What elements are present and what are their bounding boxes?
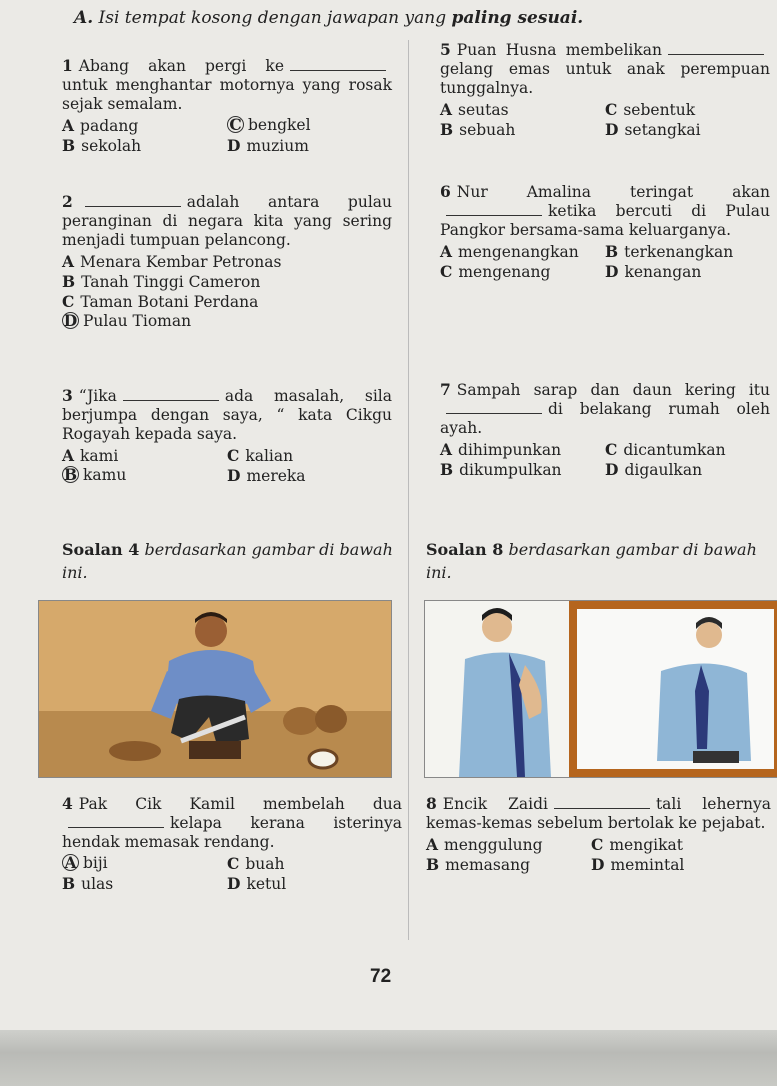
intro-8-text: berdasarkan gambar di bawah ini. xyxy=(426,540,757,582)
question-text xyxy=(426,794,771,833)
option-letter: C xyxy=(591,835,604,854)
option-a[interactable] xyxy=(440,440,605,460)
question-2 xyxy=(62,192,392,331)
option-d[interactable] xyxy=(605,262,770,282)
option-c[interactable] xyxy=(62,292,392,312)
option-letter: B xyxy=(63,465,78,484)
option-letter: A xyxy=(426,835,439,854)
question-5 xyxy=(440,40,770,140)
option-letter: D xyxy=(605,460,619,479)
option-letter: C xyxy=(227,446,240,465)
answer-blank[interactable] xyxy=(290,58,386,71)
option-b[interactable] xyxy=(605,242,770,262)
option-text: kalian xyxy=(245,447,294,465)
option-d[interactable] xyxy=(227,136,392,156)
question-text-before-blank: Nur Amalina teringat akan xyxy=(456,183,770,201)
question-text xyxy=(62,192,392,250)
option-text: Tanah Tinggi Cameron xyxy=(81,273,261,291)
option-letter: C xyxy=(227,116,244,133)
option-text: buah xyxy=(245,855,285,873)
option-a[interactable] xyxy=(62,116,227,136)
question-6 xyxy=(440,182,770,282)
option-c[interactable] xyxy=(440,262,605,282)
option-letter: D xyxy=(227,466,241,485)
option-text: biji xyxy=(83,854,108,872)
option-c[interactable] xyxy=(605,440,770,460)
option-text: dihimpunkan xyxy=(458,441,562,459)
option-text: mengenang xyxy=(458,263,551,281)
section-instruction-bold: paling sesuai. xyxy=(451,8,584,28)
option-text: mereka xyxy=(246,467,306,485)
question-text-after-blank: kelapa kerana isterinya hendak memasak rendang. xyxy=(62,814,402,851)
question-7 xyxy=(440,380,770,480)
option-text: sebuah xyxy=(459,121,516,139)
option-c[interactable] xyxy=(227,446,392,466)
answer-blank[interactable] xyxy=(446,401,542,414)
option-a[interactable] xyxy=(62,252,392,272)
answer-options xyxy=(62,116,392,156)
question-number: 2 xyxy=(62,192,73,211)
option-text: mengenangkan xyxy=(458,243,579,261)
question-number: 8 xyxy=(426,794,437,813)
question-text-before-blank: “Jika xyxy=(78,387,117,405)
question-text-before-blank: Pak Cik Kamil membelah dua xyxy=(78,795,402,813)
option-letter: A xyxy=(440,100,453,119)
option-text: memintal xyxy=(610,856,685,874)
option-text: kenangan xyxy=(624,263,702,281)
question-number: 3 xyxy=(62,386,73,405)
answer-blank[interactable] xyxy=(446,203,542,216)
question-text-after-blank: ada masalah, sila berjumpa dengan saya, “ kata Cikgu Rogayah kepada saya. xyxy=(62,387,392,443)
question-text xyxy=(62,794,402,852)
option-text: kami xyxy=(80,447,119,465)
question-text-before-blank: Encik Zaidi xyxy=(442,795,548,813)
option-a[interactable] xyxy=(440,242,605,262)
option-letter: B xyxy=(426,855,440,874)
question-number: 5 xyxy=(440,40,451,59)
option-text: bengkel xyxy=(248,116,311,134)
answer-options xyxy=(440,100,770,140)
question-number: 7 xyxy=(440,380,451,399)
question-text-after-blank: ketika bercuti di Pulau Pangkor bersama-sama keluarganya. xyxy=(440,202,770,239)
question-text-after-blank: tali lehernya kemas-kemas sebelum bertolak ke pejabat. xyxy=(426,795,771,832)
question-number: 1 xyxy=(62,56,73,75)
answer-blank[interactable] xyxy=(68,815,164,828)
question-text-before-blank: Puan Husna membelikan xyxy=(456,41,662,59)
question-8 xyxy=(426,794,771,875)
question-text-after-blank: adalah antara pulau peranginan di negara kita yang sering menjadi tumpuan pelancong. xyxy=(62,193,392,249)
option-c[interactable] xyxy=(227,116,392,136)
option-text: mengikat xyxy=(609,836,683,854)
option-letter: D xyxy=(605,262,619,281)
table-surface xyxy=(0,1030,777,1086)
option-letter: A xyxy=(62,116,75,135)
question-text-after-blank: di belakang rumah oleh ayah. xyxy=(440,400,770,437)
option-b[interactable] xyxy=(440,460,605,480)
column-divider xyxy=(408,40,409,940)
option-d[interactable] xyxy=(227,874,392,894)
question-text xyxy=(440,182,770,240)
option-b[interactable] xyxy=(440,120,605,140)
option-letter: B xyxy=(62,136,76,155)
option-c[interactable] xyxy=(605,100,770,120)
option-letter: D xyxy=(227,136,241,155)
option-text: menggulung xyxy=(444,836,543,854)
option-text: setangkai xyxy=(624,121,701,139)
option-letter: C xyxy=(440,262,453,281)
option-text: sebentuk xyxy=(623,101,696,119)
question-1 xyxy=(62,56,392,156)
answer-options xyxy=(62,252,392,331)
option-letter: B xyxy=(62,874,76,893)
option-b[interactable] xyxy=(426,855,591,875)
option-letter: D xyxy=(591,855,605,874)
option-text: Pulau Tioman xyxy=(83,312,192,330)
option-b[interactable] xyxy=(62,874,227,894)
option-letter: A xyxy=(62,854,79,871)
mirror-illustration xyxy=(424,600,777,778)
option-a[interactable] xyxy=(440,100,605,120)
option-d[interactable] xyxy=(62,312,392,331)
answer-options xyxy=(62,854,402,894)
option-d[interactable] xyxy=(605,120,770,140)
option-text: padang xyxy=(80,117,139,135)
option-letter: B xyxy=(605,242,619,261)
question-4 xyxy=(62,794,402,894)
option-letter: B xyxy=(440,120,454,139)
option-text: dicantumkan xyxy=(623,441,726,459)
option-letter: C xyxy=(605,100,618,119)
option-letter: D xyxy=(227,874,241,893)
option-b[interactable] xyxy=(62,272,392,292)
option-c[interactable] xyxy=(591,835,756,855)
option-text: sekolah xyxy=(81,137,142,155)
option-a[interactable] xyxy=(62,446,227,466)
option-text: muzium xyxy=(246,137,309,155)
option-text: ulas xyxy=(81,875,114,893)
question-text-after-blank: untuk menghantar motornya yang rosak sejak semalam. xyxy=(62,76,392,113)
question-3 xyxy=(62,386,392,486)
option-a[interactable] xyxy=(426,835,591,855)
intro-question-8 xyxy=(426,538,771,584)
option-letter: A xyxy=(62,252,75,271)
question-number: 6 xyxy=(440,182,451,201)
option-letter: A xyxy=(62,446,75,465)
section-heading xyxy=(74,8,583,28)
option-d[interactable] xyxy=(605,460,770,480)
option-text: terkenangkan xyxy=(624,243,734,261)
question-text-after-blank: gelang emas untuk anak perempuan tunggalnya. xyxy=(440,60,770,97)
option-text: kamu xyxy=(83,466,127,484)
section-instruction: Isi tempat kosong dengan jawapan yang xyxy=(98,8,447,28)
option-text: memasang xyxy=(445,856,531,874)
option-letter: C xyxy=(605,440,618,459)
option-letter: B xyxy=(440,460,454,479)
option-text: Taman Botani Perdana xyxy=(80,293,259,311)
option-a[interactable] xyxy=(62,854,227,874)
answer-blank[interactable] xyxy=(668,42,764,55)
coconut-illustration xyxy=(38,600,392,778)
option-letter: D xyxy=(605,120,619,139)
page-number: 72 xyxy=(370,966,392,987)
option-letter: A xyxy=(440,242,453,261)
option-b[interactable] xyxy=(62,136,227,156)
question-text-before-blank: Abang akan pergi ke xyxy=(78,57,284,75)
option-text: seutas xyxy=(458,101,509,119)
option-d[interactable] xyxy=(591,855,756,875)
answer-blank[interactable] xyxy=(123,388,219,401)
intro-4-text: berdasarkan gambar di bawah ini. xyxy=(62,540,393,582)
option-letter: B xyxy=(62,272,76,291)
question-text xyxy=(440,40,770,98)
answer-blank[interactable] xyxy=(554,796,650,809)
option-b[interactable] xyxy=(62,466,227,486)
option-letter: D xyxy=(63,311,78,330)
option-letter: C xyxy=(227,854,240,873)
option-text: dikumpulkan xyxy=(459,461,562,479)
option-letter: C xyxy=(62,292,75,311)
intro-question-4 xyxy=(62,538,394,584)
intro-4-bold: Soalan 4 xyxy=(62,540,140,559)
section-label: A. xyxy=(74,8,94,28)
intro-8-bold: Soalan 8 xyxy=(426,540,504,559)
question-text xyxy=(440,380,770,438)
option-text: Menara Kembar Petronas xyxy=(80,253,282,271)
option-text: ketul xyxy=(246,875,287,893)
option-d[interactable] xyxy=(227,466,392,486)
option-c[interactable] xyxy=(227,854,392,874)
answer-options xyxy=(426,835,771,875)
option-letter: A xyxy=(440,440,453,459)
answer-blank[interactable] xyxy=(85,194,181,207)
option-text: digaulkan xyxy=(624,461,703,479)
question-text xyxy=(62,56,392,114)
answer-options xyxy=(440,242,770,282)
answer-options xyxy=(440,440,770,480)
question-number: 4 xyxy=(62,794,73,813)
question-text xyxy=(62,386,392,444)
question-text-before-blank: Sampah sarap dan daun kering itu xyxy=(456,381,770,399)
answer-options xyxy=(62,446,392,486)
